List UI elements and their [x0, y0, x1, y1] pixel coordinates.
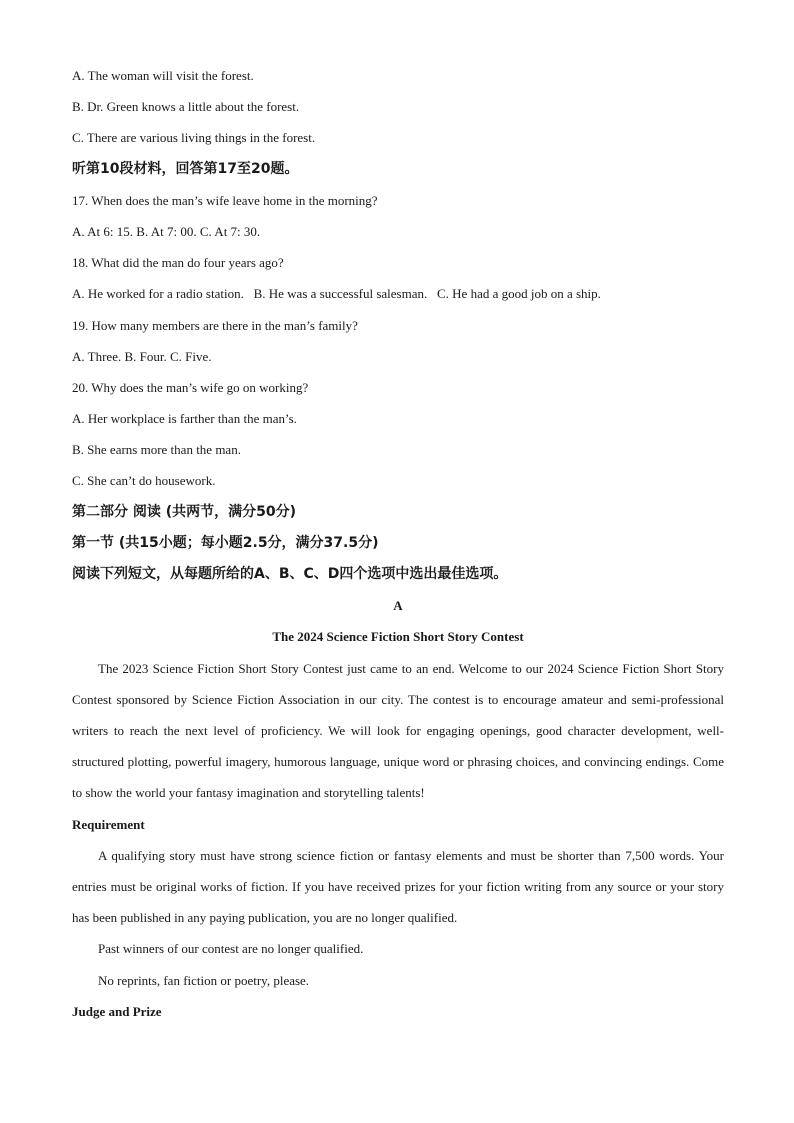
section10-instruction: 听第10段材料，回答第17至20题。: [72, 160, 299, 177]
intro-paragraph: The 2023 Science Fiction Short Story Contest just came to an end. Welcome to our 2024 Science Fiction Short Story Contest sponsored by Science Fiction Association in our city. The contest is to encourage amateur and semi-professional writers to reach the next level of proficiency. We will look for engaging openings, good character development, well-structured plotting, powerful imagery, humorous language, unique word or phrasing choices, and convincing endings. Come to show the world your fantasy imagination and storytelling talents!: [72, 660, 724, 801]
option-line: A. The woman will visit the forest.: [72, 68, 254, 83]
question-20-option-b: B. She earns more than the man.: [72, 442, 241, 458]
option-line: C. There are various living things in the forest.: [72, 130, 316, 146]
no-reprints-line: No reprints, fan fiction or poetry, please.: [98, 972, 310, 988]
question-17-stem: 17. When does the man’s wife leave home in the morning?: [72, 192, 378, 208]
section1-heading: 第一节 (共15小题；每小题2.5分，满分37.5分): [72, 534, 379, 551]
requirement-paragraph: A qualifying story must have strong science fiction or fantasy elements and must be shorter than 7,500 words. Your entries must be original works of fiction. If you have received prizes for your fiction writing from any source or your story has been published in any paying publication, you are no longer qualified.: [72, 847, 724, 926]
question-20-stem: 20. Why does the man’s wife go on working?: [72, 379, 309, 395]
option-line: B. Dr. Green knows a little about the forest.: [72, 99, 300, 115]
question-19-stem: 19. How many members are there in the man’s family?: [72, 317, 358, 333]
question-18-options: A. He worked for a radio station. B. He was a successful salesman. C. He had a good job on a ship.: [72, 286, 601, 302]
question-17-options: A. At 6: 15. B. At 7: 00. C. At 7: 30.: [72, 223, 261, 239]
reading-instruction: 阅读下列短文，从每题所给的A、B、C、D四个选项中选出最佳选项。: [72, 566, 508, 582]
question-19-options: A. Three. B. Four. C. Five.: [72, 348, 212, 364]
judge-prize-heading: Judge and Prize: [72, 1003, 162, 1019]
question-20-option-a: A. Her workplace is farther than the man’s.: [72, 411, 297, 427]
question-18-stem: 18. What did the man do four years ago?: [72, 255, 284, 271]
requirement-heading: Requirement: [72, 816, 145, 832]
passage-title: The 2024 Science Fiction Short Story Contest: [272, 629, 524, 645]
part2-heading: 第二部分 阅读 (共两节，满分50分): [72, 503, 297, 520]
question-20-option-c: C. She can’t do housework.: [72, 473, 216, 489]
document-page: [72, 60, 724, 1027]
past-winners-line: Past winners of our contest are no longer qualified.: [98, 941, 364, 957]
passage-letter: A: [393, 598, 403, 614]
